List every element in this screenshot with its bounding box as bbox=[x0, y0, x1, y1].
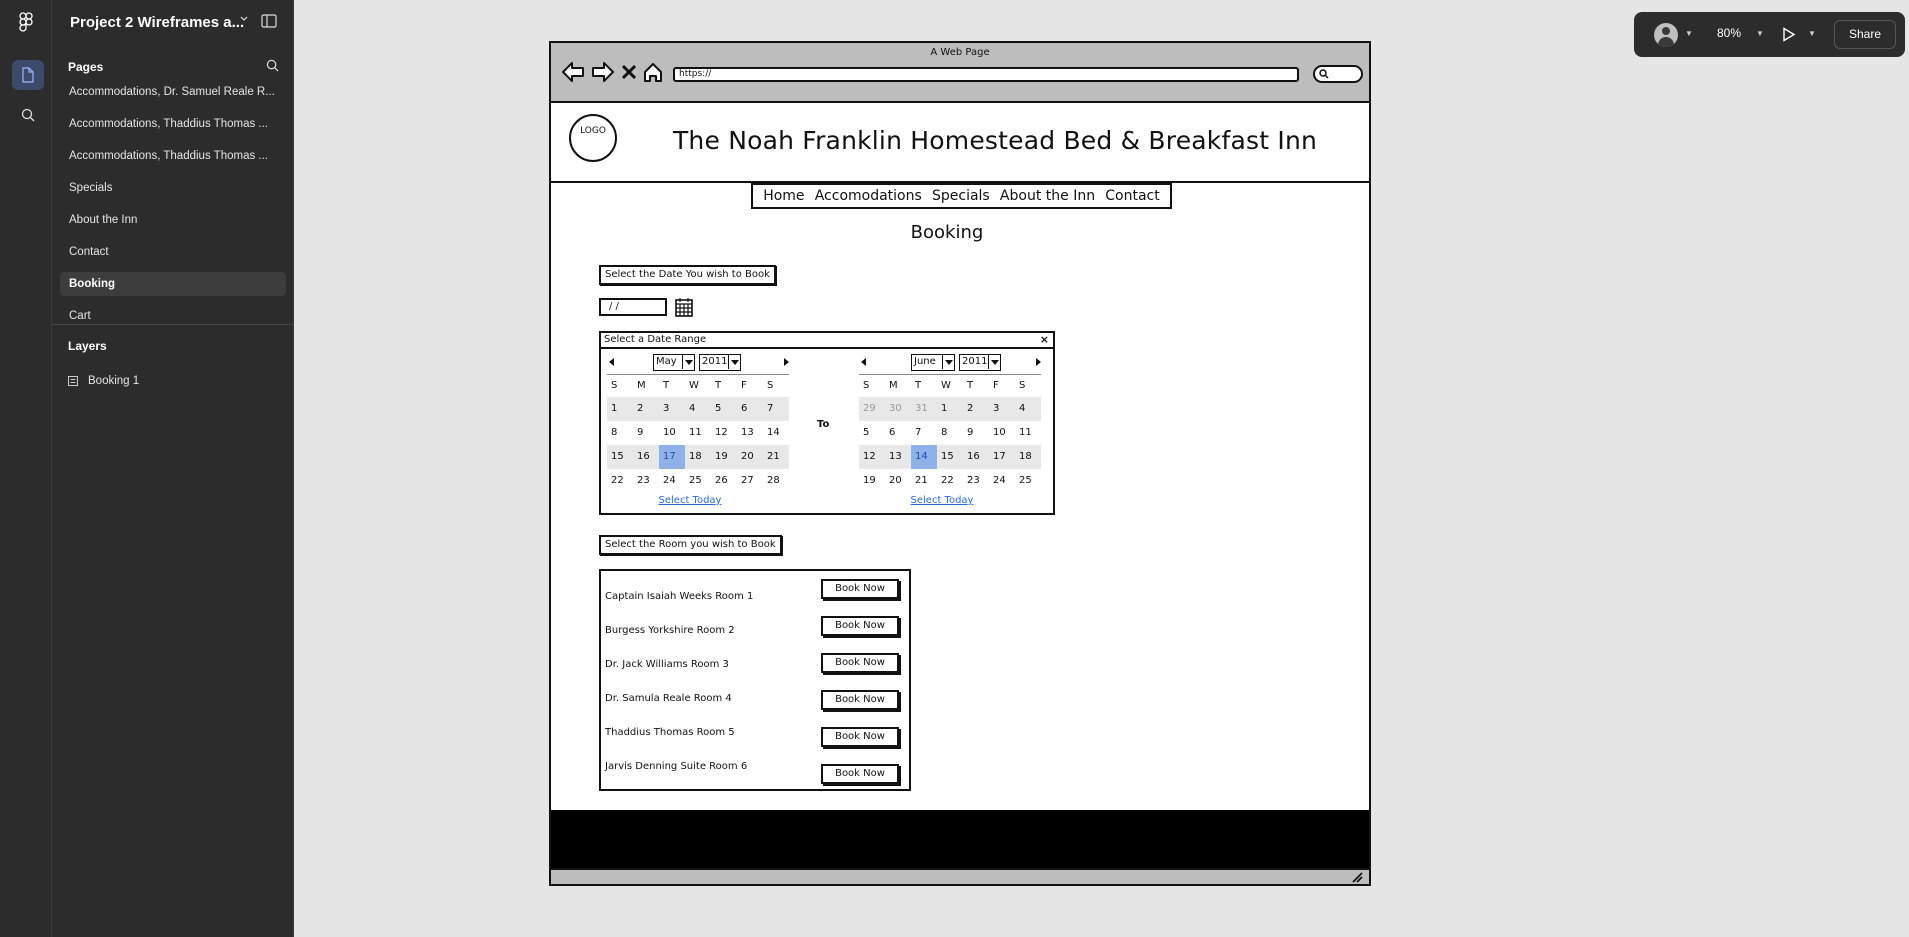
pages-heading: Pages bbox=[68, 60, 104, 74]
calendar-day[interactable]: 15 bbox=[607, 445, 633, 469]
calendar-icon[interactable] bbox=[675, 297, 693, 317]
page-heading: Booking bbox=[910, 222, 984, 243]
calendar-day[interactable]: 14 bbox=[767, 427, 780, 438]
calendar-day[interactable]: 18 bbox=[685, 445, 711, 469]
page-item-accommodations-thomas-2[interactable]: Accommodations, Thaddius Thomas ... bbox=[69, 150, 269, 162]
play-chevron-icon[interactable]: ▼ bbox=[1808, 29, 1816, 38]
sidebar-toggle-icon[interactable] bbox=[261, 14, 277, 28]
layer-label: Booking 1 bbox=[88, 375, 140, 387]
room-name: Burgess Yorkshire Room 2 bbox=[605, 625, 735, 636]
file-icon bbox=[21, 67, 35, 83]
calendar-day[interactable]: 27 bbox=[741, 475, 754, 486]
page-item-contact[interactable]: Contact bbox=[69, 246, 109, 258]
chevron-down-icon[interactable] bbox=[240, 16, 248, 22]
page-item-accommodations-reale[interactable]: Accommodations, Dr. Samuel Reale R... bbox=[69, 86, 275, 98]
layers-panel bbox=[52, 0, 294, 937]
calendar-day[interactable]: 14 bbox=[911, 445, 937, 469]
calendar-day[interactable]: 3 bbox=[659, 397, 685, 421]
calendar-day[interactable]: 26 bbox=[715, 475, 728, 486]
calendar-day[interactable]: 6 bbox=[889, 427, 896, 438]
book-now-button[interactable]: Book Now bbox=[821, 690, 899, 710]
browser-search-field[interactable] bbox=[1313, 65, 1363, 83]
calendar-day[interactable]: 5 bbox=[711, 397, 737, 421]
calendar-day[interactable]: 21 bbox=[915, 475, 928, 486]
search-icon bbox=[1319, 69, 1329, 79]
calendar-grid-right bbox=[859, 375, 1045, 493]
calendar-day[interactable]: 21 bbox=[763, 445, 789, 469]
page-item-accommodations-thomas-1[interactable]: Accommodations, Thaddius Thomas ... bbox=[69, 118, 269, 130]
prev-month-icon[interactable] bbox=[861, 358, 866, 366]
browser-chrome bbox=[551, 43, 1369, 103]
weekday-label: F bbox=[741, 380, 747, 391]
panel-divider bbox=[52, 324, 294, 325]
play-icon[interactable] bbox=[1782, 27, 1796, 42]
book-now-button[interactable]: Book Now bbox=[821, 764, 899, 784]
calendar-day[interactable]: 18 bbox=[1015, 445, 1041, 469]
left-rail bbox=[0, 0, 52, 937]
date-label: Select the Date You wish to Book bbox=[599, 265, 776, 285]
page-item-about[interactable]: About the Inn bbox=[69, 214, 138, 226]
weekday-label: F bbox=[993, 380, 999, 391]
forward-arrow-icon[interactable] bbox=[591, 61, 615, 83]
weekday-label: T bbox=[915, 380, 922, 391]
calendar-day[interactable]: 20 bbox=[889, 475, 902, 486]
calendar-day[interactable]: 16 bbox=[633, 445, 659, 469]
select-today-link-left[interactable]: Select Today bbox=[658, 495, 722, 506]
figma-logo-icon[interactable] bbox=[18, 12, 34, 32]
calendar-day[interactable]: 5 bbox=[863, 427, 870, 438]
calendar-day[interactable]: 31 bbox=[911, 397, 937, 421]
page-item-specials[interactable]: Specials bbox=[69, 182, 113, 194]
calendar-day[interactable]: 12 bbox=[859, 445, 885, 469]
book-now-button[interactable]: Book Now bbox=[821, 579, 899, 599]
weekday-label: W bbox=[941, 380, 951, 391]
wireframe-browser-window[interactable] bbox=[549, 41, 1371, 886]
close-x-icon[interactable] bbox=[621, 61, 637, 83]
zoom-level[interactable]: 80% bbox=[1717, 26, 1742, 40]
search-pages-icon[interactable] bbox=[266, 59, 279, 72]
year-select-right[interactable] bbox=[959, 354, 1001, 371]
calendar-day[interactable]: 1 bbox=[607, 397, 633, 421]
calendar-day[interactable]: 2 bbox=[963, 397, 989, 421]
calendar-day[interactable]: 4 bbox=[685, 397, 711, 421]
calendar-day[interactable]: 12 bbox=[715, 427, 728, 438]
room-name: Captain Isaiah Weeks Room 1 bbox=[605, 591, 754, 602]
search-icon bbox=[21, 108, 35, 122]
month-select-left[interactable] bbox=[653, 354, 695, 371]
weekday-label: S bbox=[1019, 380, 1026, 391]
year-select-left[interactable] bbox=[699, 354, 741, 371]
calendar-day[interactable]: 19 bbox=[711, 445, 737, 469]
calendar-day[interactable]: 17 bbox=[989, 445, 1015, 469]
frame-icon bbox=[68, 376, 78, 386]
search-tab-button[interactable] bbox=[12, 100, 44, 130]
calendar-day[interactable]: 11 bbox=[689, 427, 702, 438]
next-month-icon[interactable] bbox=[784, 358, 789, 366]
nav-specials[interactable]: Specials bbox=[931, 188, 990, 204]
calendar-day[interactable]: 1 bbox=[937, 397, 963, 421]
weekday-label: S bbox=[863, 380, 870, 391]
zoom-chevron-icon[interactable]: ▼ bbox=[1756, 29, 1764, 38]
room-name: Thaddius Thomas Room 5 bbox=[605, 727, 735, 738]
resize-grip-icon[interactable] bbox=[1351, 871, 1363, 883]
browser-statusbar bbox=[551, 868, 1369, 884]
calendar-day[interactable]: 17 bbox=[659, 445, 685, 469]
main-nav-menu bbox=[751, 183, 1172, 209]
calendar-day[interactable]: 13 bbox=[741, 427, 754, 438]
calendar-day[interactable]: 20 bbox=[737, 445, 763, 469]
weekday-label: M bbox=[637, 380, 646, 391]
calendar-right bbox=[855, 353, 1045, 506]
weekday-label: W bbox=[689, 380, 699, 391]
month-value-right: June bbox=[914, 356, 936, 367]
site-footer bbox=[551, 810, 1369, 868]
layer-item-booking-1[interactable] bbox=[68, 372, 139, 390]
calendar-day[interactable]: 8 bbox=[941, 427, 948, 438]
room-name: Dr. Samula Reale Room 4 bbox=[605, 693, 732, 704]
calendar-day[interactable]: 7 bbox=[915, 427, 922, 438]
calendar-day[interactable]: 13 bbox=[885, 445, 911, 469]
calendar-left bbox=[603, 353, 793, 506]
weekday-label: T bbox=[967, 380, 974, 391]
weekday-label: M bbox=[889, 380, 898, 391]
calendar-day[interactable]: 6 bbox=[737, 397, 763, 421]
range-to-label: To bbox=[817, 419, 830, 430]
month-value-left: May bbox=[656, 356, 677, 367]
calendar-day[interactable]: 30 bbox=[885, 397, 911, 421]
calendar-grid-left bbox=[607, 375, 793, 493]
date-range-picker bbox=[599, 331, 1055, 515]
weekday-label: T bbox=[715, 380, 722, 391]
calendar-day[interactable]: 25 bbox=[689, 475, 702, 486]
select-today-link-right[interactable]: Select Today bbox=[910, 495, 974, 506]
calendar-day[interactable]: 24 bbox=[663, 475, 676, 486]
logo-placeholder: LOGO bbox=[569, 114, 617, 162]
calendar-day[interactable]: 28 bbox=[767, 475, 780, 486]
top-toolbar bbox=[1634, 12, 1905, 57]
calendar-day[interactable]: 16 bbox=[963, 445, 989, 469]
avatar-chevron-icon[interactable]: ▼ bbox=[1685, 29, 1693, 38]
calendar-day[interactable]: 29 bbox=[859, 397, 885, 421]
book-now-button[interactable]: Book Now bbox=[821, 616, 899, 636]
calendar-day[interactable]: 9 bbox=[637, 427, 644, 438]
date-range-title: Select a Date Range bbox=[604, 334, 707, 345]
calendar-day[interactable]: 7 bbox=[763, 397, 789, 421]
home-icon[interactable] bbox=[643, 61, 663, 83]
year-value-left: 2011 bbox=[702, 356, 728, 367]
month-select-right[interactable] bbox=[911, 354, 955, 371]
page-item-booking[interactable]: Booking bbox=[60, 272, 286, 296]
calendar-day[interactable]: 25 bbox=[1019, 475, 1032, 486]
site-title: The Noah Franklin Homestead Bed & Breakfast Inn bbox=[672, 126, 1318, 155]
book-now-button[interactable]: Book Now bbox=[821, 727, 899, 747]
calendar-day[interactable]: 9 bbox=[967, 427, 974, 438]
year-value-right: 2011 bbox=[962, 356, 988, 367]
calendar-day[interactable]: 8 bbox=[611, 427, 618, 438]
prev-month-icon[interactable] bbox=[609, 358, 614, 366]
share-button[interactable]: Share bbox=[1834, 20, 1896, 49]
project-title[interactable]: Project 2 Wireframes a... bbox=[70, 14, 245, 31]
date-range-header bbox=[601, 333, 1053, 349]
weekday-label: S bbox=[767, 380, 774, 391]
room-list bbox=[599, 569, 911, 791]
weekday-label: S bbox=[611, 380, 618, 391]
nav-contact[interactable]: Contact bbox=[1105, 188, 1160, 204]
calendar-day[interactable]: 10 bbox=[663, 427, 676, 438]
page-item-cart[interactable]: Cart bbox=[69, 310, 91, 322]
calendar-day[interactable]: 19 bbox=[863, 475, 876, 486]
calendar-day[interactable]: 2 bbox=[633, 397, 659, 421]
browser-title: A Web Page bbox=[930, 47, 990, 58]
calendar-day[interactable]: 23 bbox=[967, 475, 980, 486]
calendar-day[interactable]: 3 bbox=[989, 397, 1015, 421]
calendar-day[interactable]: 11 bbox=[1019, 427, 1032, 438]
layers-heading: Layers bbox=[68, 339, 107, 353]
url-field[interactable]: https:// bbox=[673, 67, 1299, 82]
back-arrow-icon[interactable] bbox=[561, 61, 585, 83]
nav-accomodations[interactable]: Accomodations bbox=[814, 188, 922, 204]
book-now-button[interactable]: Book Now bbox=[821, 653, 899, 673]
calendar-day[interactable]: 4 bbox=[1015, 397, 1041, 421]
calendar-day[interactable]: 24 bbox=[993, 475, 1006, 486]
room-label: Select the Room you wish to Book bbox=[599, 535, 782, 555]
calendar-day[interactable]: 22 bbox=[611, 475, 624, 486]
pages-tab-button[interactable] bbox=[12, 60, 44, 90]
close-icon[interactable]: × bbox=[1039, 333, 1049, 346]
room-name: Jarvis Denning Suite Room 6 bbox=[605, 761, 748, 772]
nav-home[interactable]: Home bbox=[763, 188, 805, 204]
site-header bbox=[551, 103, 1369, 183]
room-name: Dr. Jack Williams Room 3 bbox=[605, 659, 729, 670]
weekday-label: T bbox=[663, 380, 670, 391]
avatar[interactable] bbox=[1654, 23, 1678, 47]
calendar-day[interactable]: 15 bbox=[937, 445, 963, 469]
calendar-day[interactable]: 22 bbox=[941, 475, 954, 486]
next-month-icon[interactable] bbox=[1036, 358, 1041, 366]
date-input[interactable]: / / bbox=[599, 298, 667, 316]
calendar-day[interactable]: 10 bbox=[993, 427, 1006, 438]
nav-about[interactable]: About the Inn bbox=[999, 188, 1096, 204]
calendar-day[interactable]: 23 bbox=[637, 475, 650, 486]
